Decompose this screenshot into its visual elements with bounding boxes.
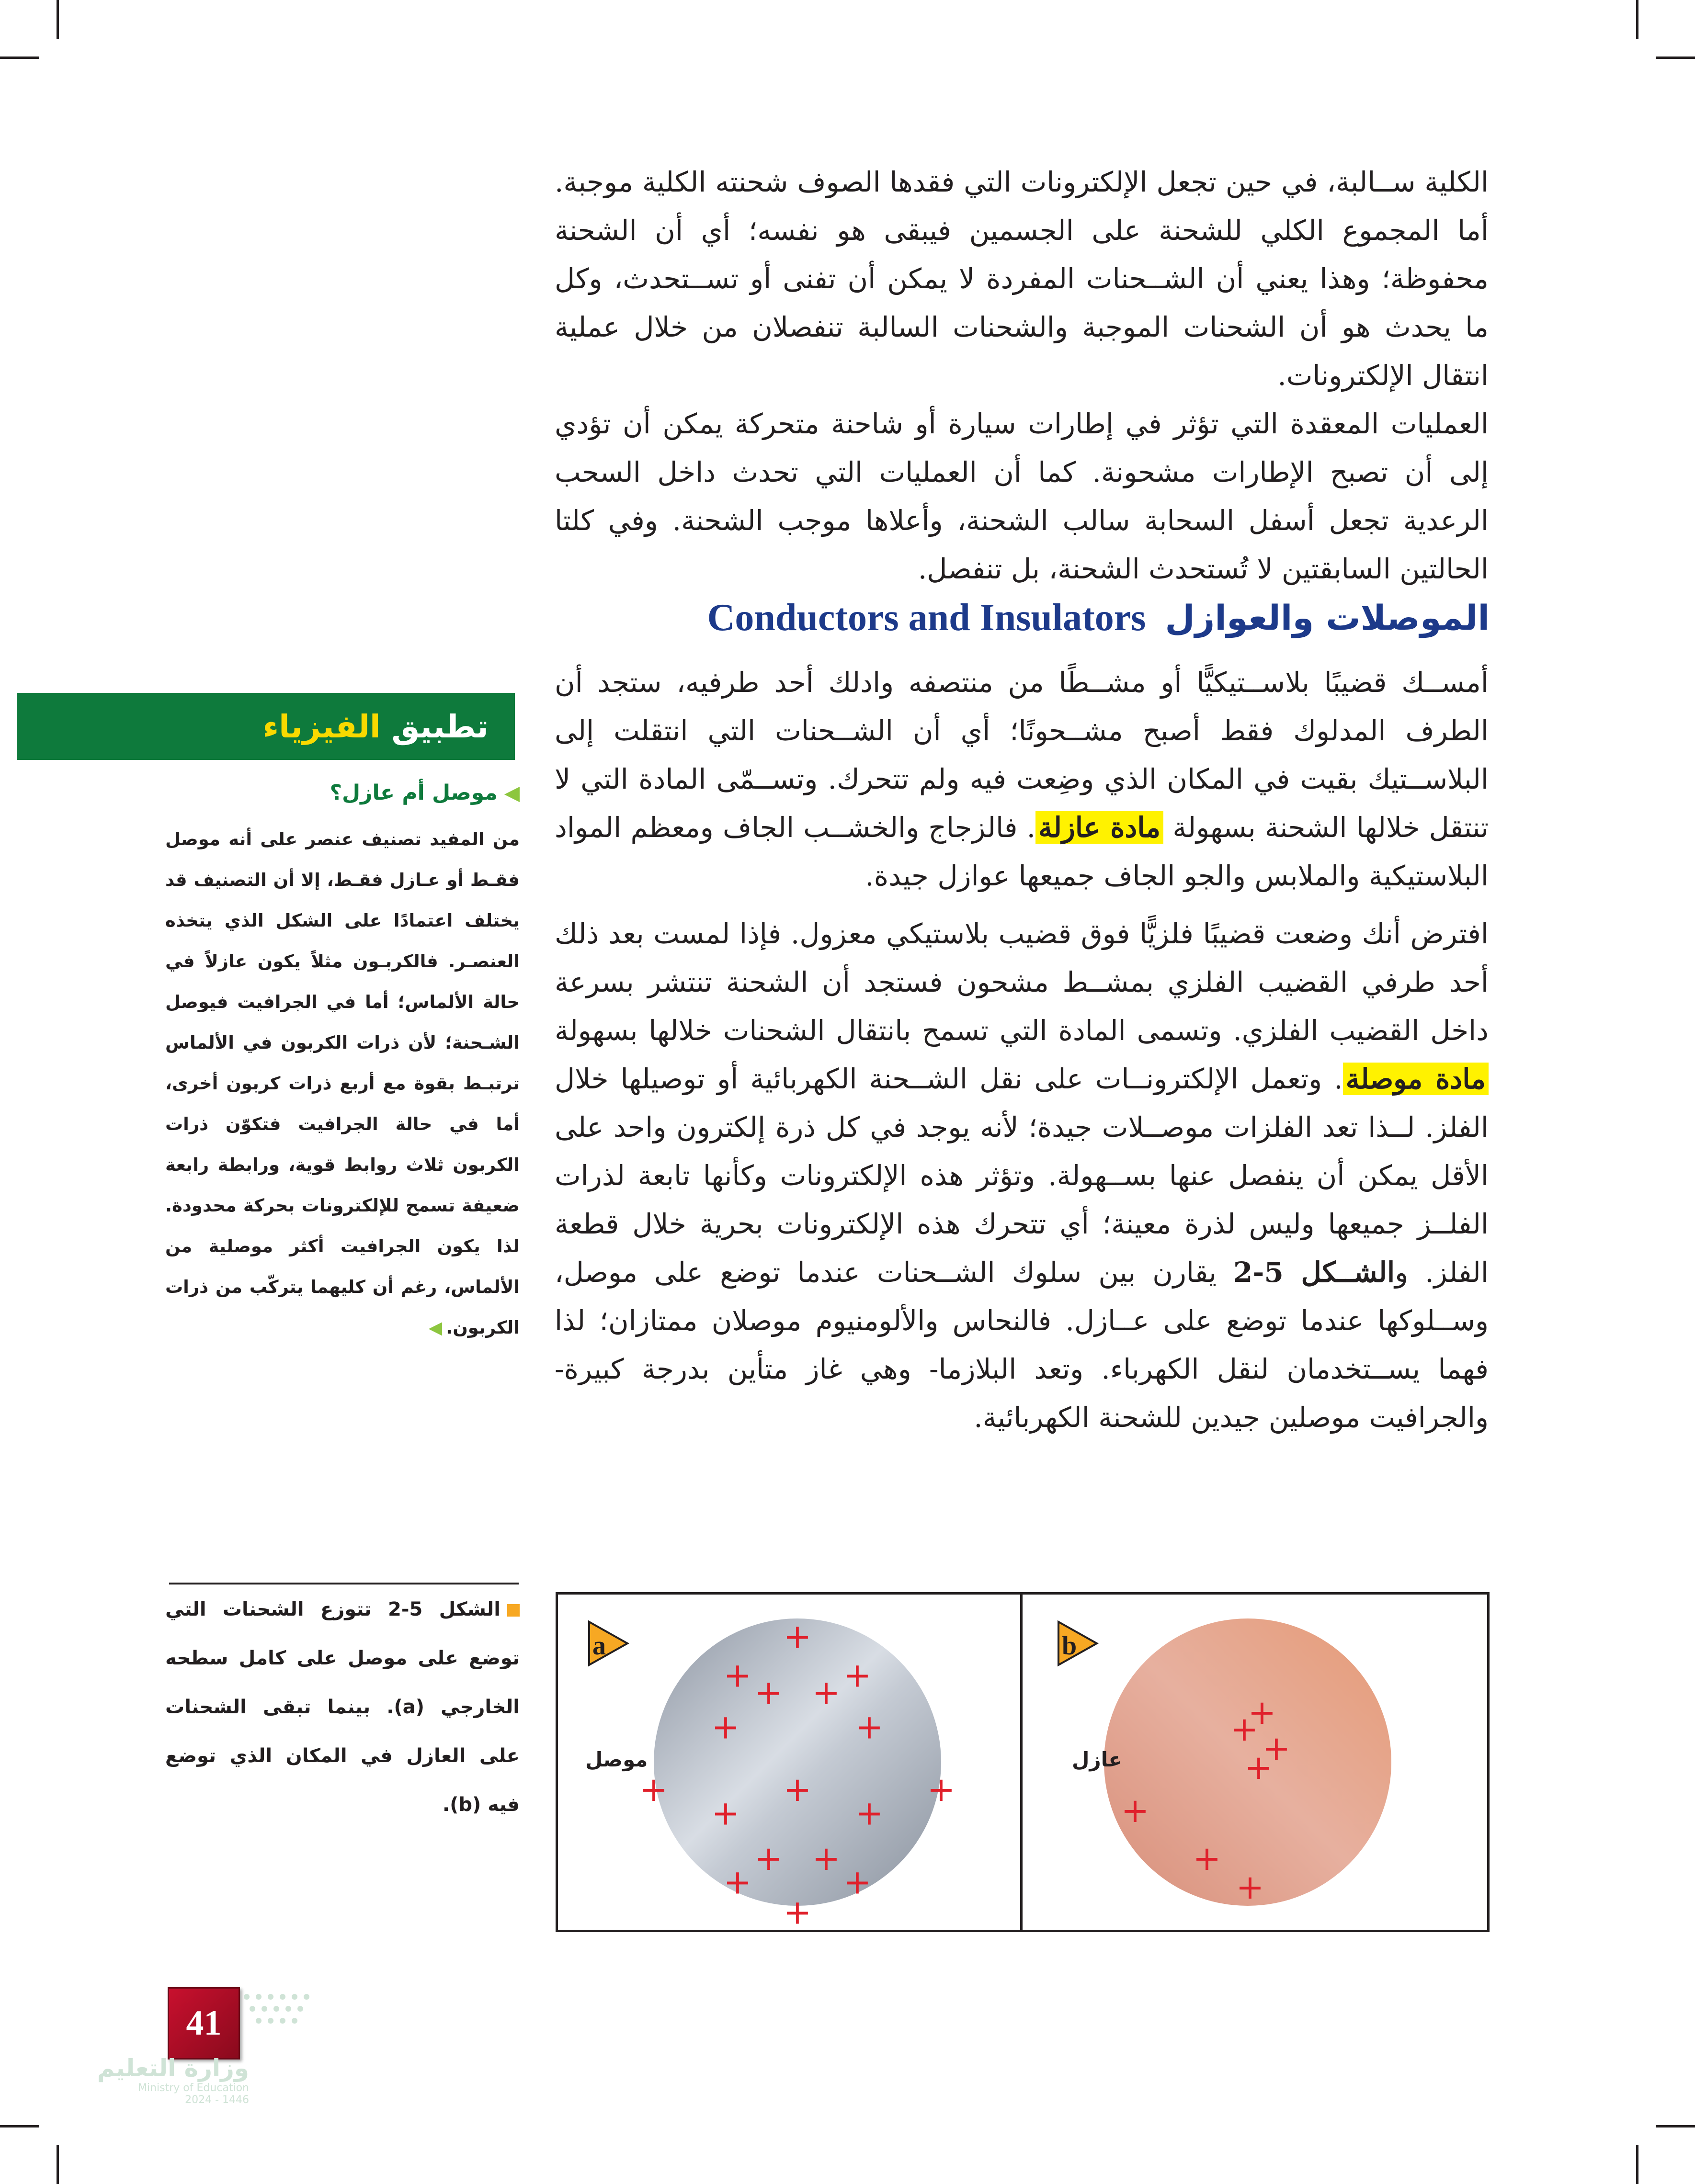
panel-a-tag: a [592,1631,606,1661]
positive-charge: + [639,1770,668,1809]
positive-charge: + [723,1862,752,1902]
crop-mark [1656,2125,1695,2127]
section-heading-en: Conductors and Insulators [707,596,1146,639]
paragraph-tires-clouds: العمليات المعقدة التي تؤثر في إطارات سيارة أو شاحنة متحركة يمكن أن تؤدي إلى أن تصبح الإطارات مشحونة. كما أن العمليات التي تحدث داخل السحب الرعدية تجعل أسفل السحابة سالب الشحنة، وأعلاها موجب الشحنة. وفي كلتا الحالتين السابقتين لا تُستحدث الشحنة، بل تنفصل. [555,407,1489,585]
panel-b-tag: b [1062,1631,1077,1661]
positive-charge: + [1121,1791,1149,1830]
banner-word-2: الفيزياء [262,708,381,745]
caption-square-icon [507,1604,520,1617]
positive-charge: + [783,1770,812,1809]
triangle-bullet-icon: ◀ [504,781,520,804]
physics-application-banner [17,693,515,760]
crop-mark [57,0,59,39]
crop-mark [57,2145,59,2184]
p3-text-mid: . وتعمل الإلكترونــات على نقل الشــحنة الكهربائية أو توصيلها خلال الفلز. لــذا تعد الفلزات موصــلات جيدة؛ لأنه يوجد في كل ذرة إلكترون واحد على الأقل يمكن أن ينفصل عنها بســهولة. وتؤثر هذه الإلكترونات وكأنها تابعة لذرات الفلــز جميعها وليس لذرة معينة؛ أي تتحرك هذه الإلكترونات بحرية خلال قطعة الفلز. و [555,1063,1489,1289]
crop-mark [0,2125,39,2127]
positive-charge: + [843,1862,872,1902]
p2-text: أمســك قضيبًا بلاســتيكيًّا أو مشــطًا من منتصفه وادلك أحد طرفيه، ستجد أن الطرف المدلوك فقط أصبح مشــحونًا؛ أي أن الشــحنات التي انتقلت إلى البلاســتيك بقيت في المكان الذي وضِعت فيه ولم تتحرك. وتســمّى المادة التي لا تنتقل خلالها الشحنة بسهولة [555,666,1489,844]
caption-text: تتوزع الشحنات التي توضع على موصل على كامل سطحه الخارجي (a). بينما تبقى الشحنات على العازل في المكان الذي توضع فيه (b). [165,1598,520,1816]
crop-mark [0,57,39,59]
paragraph-charge-conservation: الكلية ســالبة، في حين تجعل الإلكترونات التي فقدها الصوف شحنته الكلية موجبة. أما المجموع الكلي للشحنة على الجسمين فيبقى هو نفسه؛ أي أن الشحنة محفوظة؛ وهذا يعني أن الشــحنات المفردة لا يمكن أن تفنى أو تســتحدث، وكل ما يحدث هو أن الشحنات الموجبة والشحنات السالبة تنفصلان من خلال عملية انتقال الإلكترونات. [555,166,1489,392]
figure-illustration [556,1592,1490,1932]
term-insulator: مادة عازلة [1035,811,1163,844]
positive-charge: + [711,1707,740,1747]
positive-charge: + [1193,1839,1221,1878]
figure-reference: الشــكل 5-2 [1233,1256,1395,1289]
p3-text: افترض أنك وضعت قضيبًا فلزيًّا فوق قضيب بلاستيكي معزول. فإذا لمست بعد ذلك أحد طرفي القضيب الفلزي بمشــط مشحون فستجد أن الشحنة تنتشر بسرعة داخل القضيب الفلزي. وتسمى المادة التي تسمح بانتقال الشحنات خلالها بسهولة [555,917,1489,1047]
conductor-sphere [654,1618,941,1906]
sidebar-title: ◀موصل أم عازل؟ [330,781,520,805]
positive-charge: + [1244,1748,1273,1787]
section-heading-ar: الموصلات والعوازل [1165,598,1490,638]
positive-charge: + [754,1839,783,1878]
positive-charge: + [1262,1729,1291,1768]
paragraph-insulators [555,658,1489,900]
ministry-logo-text: وزارة التعليم Ministry of Education 2024 - 1446 [97,2054,249,2106]
term-conductor: مادة موصلة [1343,1063,1489,1095]
section-heading [704,591,1490,644]
positive-charge: + [783,1617,812,1656]
positive-charge: + [754,1673,783,1712]
banner-word-1: تطبيق [391,708,489,745]
crop-mark [1656,57,1695,59]
positive-charge: + [711,1793,740,1833]
positive-charge: + [812,1839,841,1878]
p2-text-end: . فالزجاج والخشــب الجاف ومعظم المواد البلاستيكية والملابس والجو الجاف جميعها عوازل جيدة. [555,811,1489,892]
positive-charge: + [812,1673,841,1712]
positive-charge: + [1236,1867,1264,1907]
page-number: 41 [168,1987,240,2060]
positive-charge: + [1248,1693,1276,1732]
positive-charge: + [855,1793,884,1833]
positive-charge: + [1230,1709,1259,1749]
caption-rule [169,1583,519,1584]
p3-text-end: يقارن بين سلوك الشــحنات عندما توضع على موصل، وســلوكها عندما توضع على عــازل. فالنحاس والألومنيوم موصلان ممتازان؛ لذا فهما يســتخدمان لنقل الكهرباء. وتعد البلازما- وهي غاز متأين بدرجة كبيرة- والجرافيت موصلين جيدين للشحنة الكهربائية. [555,1256,1489,1434]
main-text-top [555,158,1489,593]
ministry-dots-icon [242,1992,314,2035]
positive-charge: + [723,1655,752,1695]
caption-label: الشكل 5-2 [388,1598,501,1620]
positive-charge: + [843,1655,872,1695]
positive-charge: + [855,1707,884,1747]
paragraph-conductors [555,910,1489,1442]
figure-caption [165,1585,520,1829]
positive-charge: + [783,1892,812,1932]
end-triangle-icon: ◀ [428,1317,443,1338]
crop-mark [1636,2145,1638,2184]
positive-charge: + [927,1770,956,1809]
crop-mark [1636,0,1638,39]
conductor-label: موصل [585,1748,648,1771]
insulator-label: عازل [1072,1748,1123,1771]
sidebar-body: من المفيد تصنيف عنصر على أنه موصل فقـط أو عـازل فقـط، إلا أن التصنيف قد يختلف اعتمادًا على الشكل الذي يتخذه العنصـر. فالكربـون مثلاً يكون عازلاً في حالة الألماس؛ أما في الجرافيت فيوصل الشـحنة؛ لأن ذرات الكربون في الألماس ترتبـط بقوة مع أربع ذرات كربون أخرى، أما في حالة الجرافيت فتكوّن ذرات الكربون ثلاث روابط قوية، ورابطة رابعة ضعيفة تسمح للإلكترونات بحركة محدودة. لذا يكون الجرافيت أكثر موصلية من الألماس، رغم أن كليهما يتركّب من ذرات الكربون.◀ [165,829,520,1338]
